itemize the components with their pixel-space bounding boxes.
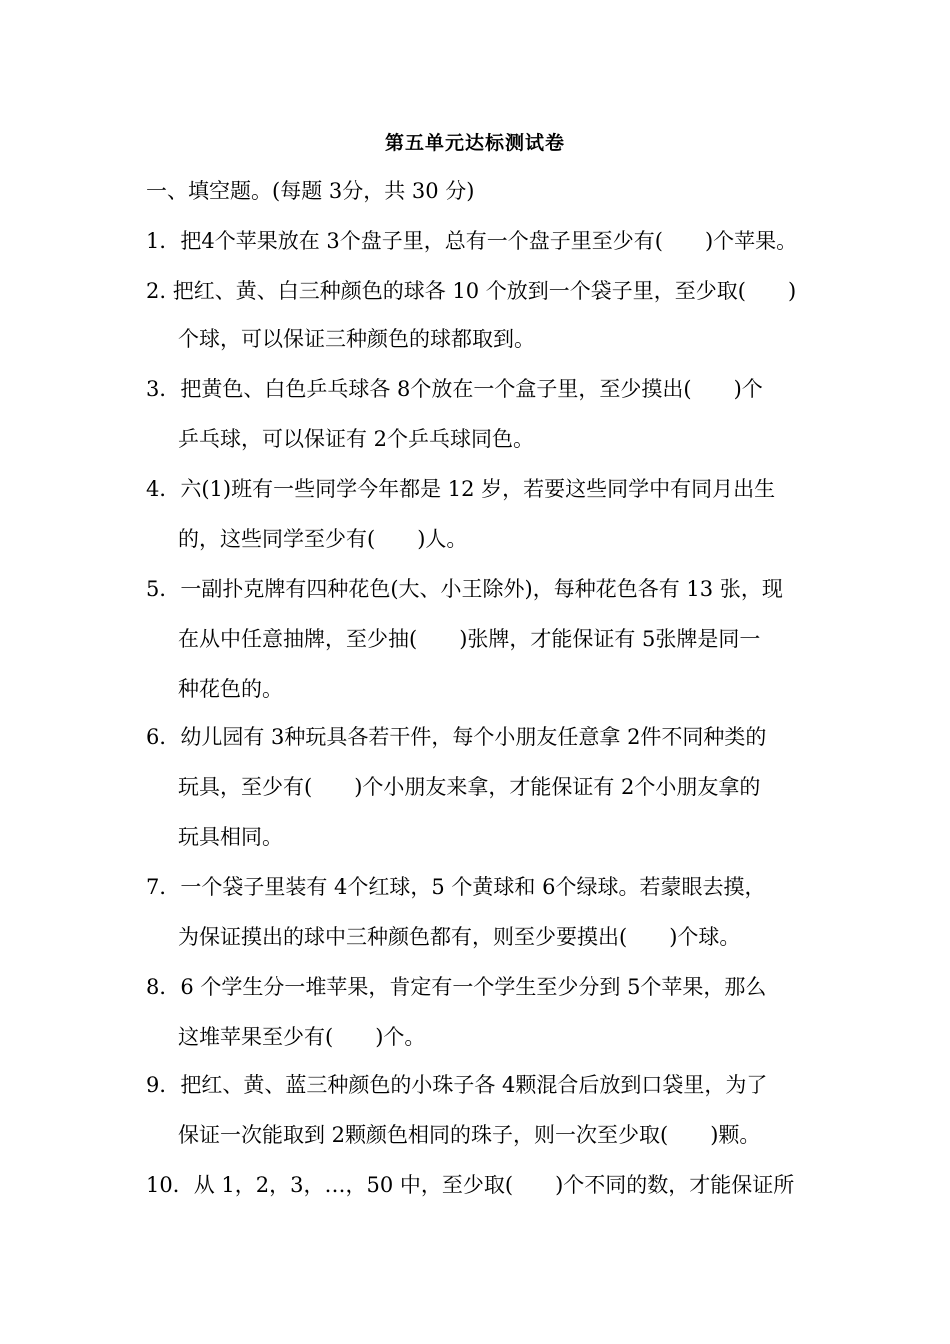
question-2: 2. 把红、黄、白三种颜色的球各 10 个放到一个袋子里，至少取( ) [146,279,797,303]
section-heading: 一、填空题。(每题 3分，共 30 分) [146,179,475,203]
question-7: 7．一个袋子里装有 4个红球，5 个黄球和 6个绿球。若蒙眼去摸， [146,875,766,899]
question-9-cont: 保证一次能取到 2颗颜色相同的珠子，则一次至少取( )颗。 [178,1123,761,1147]
question-7-cont: 为保证摸出的球中三种颜色都有，则至少要摸出( )个球。 [178,925,741,949]
question-5-cont: 种花色的。 [178,677,283,701]
question-5-cont: 在从中任意抽牌，至少抽( )张牌，才能保证有 5张牌是同一 [178,627,761,651]
question-4-cont: 的，这些同学至少有( )人。 [178,527,468,551]
question-6-cont: 玩具，至少有( )个小朋友来拿，才能保证有 2个小朋友拿的 [178,775,761,799]
question-6-cont: 玩具相同。 [178,825,283,849]
question-10: 10．从 1，2，3，…，50 中，至少取( )个不同的数，才能保证所 [146,1173,795,1197]
question-3: 3．把黄色、白色乒乓球各 8个放在一个盒子里，至少摸出( )个 [146,377,763,401]
question-8: 8．6 个学生分一堆苹果，肯定有一个学生至少分到 5个苹果，那么 [146,975,767,999]
question-9: 9．把红、黄、蓝三种颜色的小珠子各 4颗混合后放到口袋里，为了 [146,1073,768,1097]
question-6: 6．幼儿园有 3种玩具各若干件，每个小朋友任意拿 2件不同种类的 [146,725,767,749]
question-5: 5．一副扑克牌有四种花色(大、小王除外)，每种花色各有 13 张，现 [146,577,783,601]
question-1: 1．把4个苹果放在 3个盘子里，总有一个盘子里至少有( )个苹果。 [146,229,798,253]
question-2-cont: 个球，可以保证三种颜色的球都取到。 [178,327,535,351]
page-title: 第五单元达标测试卷 [384,132,565,154]
question-8-cont: 这堆苹果至少有( )个。 [178,1025,426,1049]
question-3-cont: 乒乓球，可以保证有 2个乒乓球同色。 [178,427,535,451]
question-4: 4．六(1)班有一些同学今年都是 12 岁，若要这些同学中有同月出生 [146,477,776,501]
